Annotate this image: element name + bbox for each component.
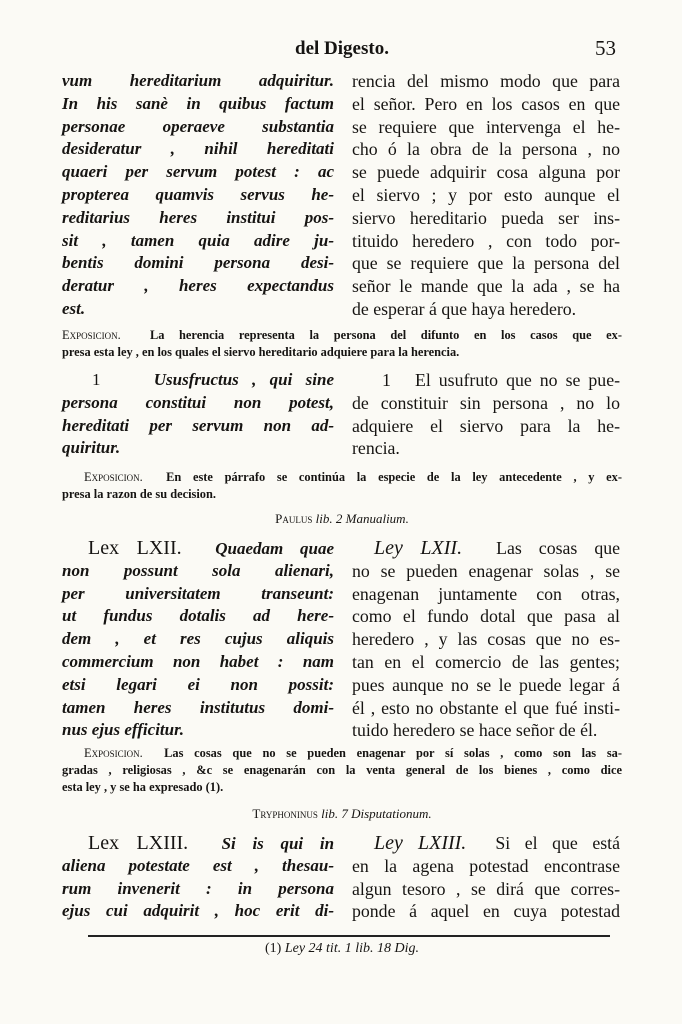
spanish-line xyxy=(352,537,620,560)
latin-line: In his sanè in quibus factum xyxy=(62,93,334,113)
law-heading: Lex LXII. xyxy=(88,537,182,559)
exposicion-line: gradas , religiosas , &c se enagenarán con la venta general de los bienes , como dice xyxy=(62,763,622,777)
spanish-line: se puede adquirir cosa alguna por xyxy=(352,162,620,183)
page-number: 53 xyxy=(595,36,616,60)
latin-line: vum hereditarium adquiritur. xyxy=(62,71,334,90)
latin-line: quaeri per servum potest : ac xyxy=(62,162,334,182)
latin-line: non possunt sola alienari, xyxy=(62,560,334,580)
spanish-line: cho ó la obra de la persona , no xyxy=(352,139,620,160)
latin-line xyxy=(62,537,334,560)
latin-line: desideratur , nihil hereditati xyxy=(62,139,334,159)
spanish-line: que se requiere que la persona del xyxy=(352,253,620,274)
text-block-1 xyxy=(62,70,622,322)
spanish-line: se requiere que intervenga el he- xyxy=(352,116,620,137)
latin-line: rum invenerit : in persona xyxy=(62,878,334,898)
source-author: Paulus xyxy=(275,511,313,526)
text-block-2 xyxy=(62,369,622,461)
spanish-line: el siervo ; y por esto aunque el xyxy=(352,184,620,205)
spanish-text: El usufruto que no se pue- xyxy=(414,370,621,390)
law-heading: Lex LXIII. xyxy=(88,832,189,854)
exposicion-text: En este párrafo se continúa la especie de la ley antecedente , y ex- xyxy=(166,470,622,484)
spanish-line: señor le mande que la ada , se ha xyxy=(352,276,620,297)
latin-text: Si is qui in xyxy=(221,834,335,853)
latin-column xyxy=(62,537,334,742)
latin-column xyxy=(62,70,334,321)
latin-line: bentis domini persona desi- xyxy=(62,253,334,273)
spanish-line: tan en el comercio de las gentes; xyxy=(352,651,620,672)
spanish-line: de esperar á que haya heredero. xyxy=(352,298,577,319)
spanish-line: rencia del mismo modo que para xyxy=(352,71,620,91)
spanish-line: adquiere el siervo para la he- xyxy=(352,415,620,436)
latin-line: ejus cui adquirit , hoc erit di- xyxy=(62,901,334,921)
latin-line xyxy=(62,369,334,392)
spanish-line: heredero , y las cosas que no es- xyxy=(352,629,620,650)
spanish-line: pues aunque no se le puede legar á xyxy=(352,674,620,695)
spanish-line: de constituir sin persona , no lo xyxy=(352,392,620,413)
source-work: lib. 7 Disputationum. xyxy=(321,806,432,821)
exposicion-line: presa esta ley , en los quales el siervo hereditario adquiere para la herencia. xyxy=(62,345,460,359)
latin-line: propterea quamvis servus he- xyxy=(62,184,334,204)
latin-line: tamen heres institutus domi- xyxy=(62,697,334,717)
spanish-line: rencia. xyxy=(352,438,400,459)
source-citation xyxy=(62,806,622,822)
spanish-text: Si el que está xyxy=(495,833,620,853)
exposicion-line xyxy=(62,327,622,344)
exposicion-note xyxy=(62,745,622,796)
source-author: Tryphoninus xyxy=(252,806,318,821)
source-citation xyxy=(62,511,622,527)
exposicion-note xyxy=(62,327,622,361)
spanish-line: el señor. Pero en los casos en que xyxy=(352,93,620,114)
spanish-line xyxy=(352,832,620,855)
spanish-line: enagenan juntamente con otras, xyxy=(352,583,620,604)
paragraph-number: 1 xyxy=(382,370,391,390)
spanish-line: en la agena potestad encontrase xyxy=(352,855,620,876)
law-heading: Ley LXIII. xyxy=(374,832,467,854)
spanish-line: siervo hereditario pueda ser ins- xyxy=(352,207,620,228)
latin-line: personae operaeve substantia xyxy=(62,116,334,136)
exposicion-text: La herencia representa la persona del difunto en los casos que ex- xyxy=(149,328,622,342)
latin-line: sit , tamen quia adire ju- xyxy=(62,230,334,250)
spanish-line: tuido heredero se hace señor de él. xyxy=(352,720,598,741)
spanish-line: algun tesoro , se dirá que corres- xyxy=(352,878,620,899)
spanish-column xyxy=(352,537,620,742)
spanish-line: él , esto no obstante el que fué insti- xyxy=(352,697,620,718)
paragraph-number: 1 xyxy=(92,370,101,389)
latin-column xyxy=(62,369,334,460)
footnote-mark: (1) xyxy=(265,941,282,956)
spanish-line: ponde á aquel en cuya potestad xyxy=(352,901,620,922)
exposicion-note xyxy=(62,469,622,503)
latin-text: Quaedam quae xyxy=(215,539,335,558)
latin-line: etsi legari ei non possit: xyxy=(62,674,334,694)
latin-line: dem , et res cujus aliquis xyxy=(62,629,334,649)
latin-line: ut fundus dotalis ad here- xyxy=(62,606,334,626)
exposicion-line xyxy=(62,745,622,762)
latin-column xyxy=(62,832,334,923)
text-block-3 xyxy=(62,537,622,743)
exposicion-label: Exposicion. xyxy=(84,470,143,484)
spanish-column xyxy=(352,70,620,321)
latin-line: est. xyxy=(62,298,86,318)
spanish-column xyxy=(352,832,620,923)
latin-text: Ususfructus , qui sine xyxy=(153,370,334,389)
latin-line: commercium non habet : nam xyxy=(62,651,334,671)
latin-line: reditarius heres institui pos- xyxy=(62,207,334,227)
exposicion-line xyxy=(62,469,622,486)
spanish-line: como el fundo dotal que pasa al xyxy=(352,606,620,627)
exposicion-text: Las cosas que no se pueden enagenar por sí solas , como son las sa- xyxy=(164,746,622,760)
latin-line: persona constitui non potest, xyxy=(62,392,334,412)
law-heading: Ley LXII. xyxy=(374,537,463,559)
footnote-text: Ley 24 tit. 1 lib. 18 Dig. xyxy=(284,941,419,956)
spanish-text: Las cosas que xyxy=(496,538,620,558)
exposicion-label: Exposicion. xyxy=(84,746,143,760)
latin-line: deratur , heres expectandus xyxy=(62,276,334,296)
footnote-rule xyxy=(88,935,610,937)
running-title: del Digesto. xyxy=(295,38,389,59)
spanish-line xyxy=(352,369,620,392)
exposicion-line: esta ley , y se ha expresado (1). xyxy=(62,780,224,794)
source-work: lib. 2 Manualium. xyxy=(315,511,409,526)
footnote xyxy=(62,941,622,957)
latin-line: hereditati per servum non ad- xyxy=(62,415,334,435)
spanish-column xyxy=(352,369,620,460)
spanish-line: tituido heredero , con todo por- xyxy=(352,230,620,251)
latin-line: quiritur. xyxy=(62,438,121,458)
latin-line: aliena potestate est , thesau- xyxy=(62,855,334,875)
latin-line: nus ejus efficitur. xyxy=(62,720,185,740)
text-block-4 xyxy=(62,832,622,928)
latin-line: per universitatem transeunt: xyxy=(62,583,334,603)
exposicion-line: presa la razon de su decision. xyxy=(62,487,216,501)
latin-line xyxy=(62,832,334,855)
book-page xyxy=(62,0,622,1024)
page-header xyxy=(62,34,622,66)
spanish-line: no se pueden enagenar solas , se xyxy=(352,560,620,581)
exposicion-label: Exposicion. xyxy=(62,328,121,342)
